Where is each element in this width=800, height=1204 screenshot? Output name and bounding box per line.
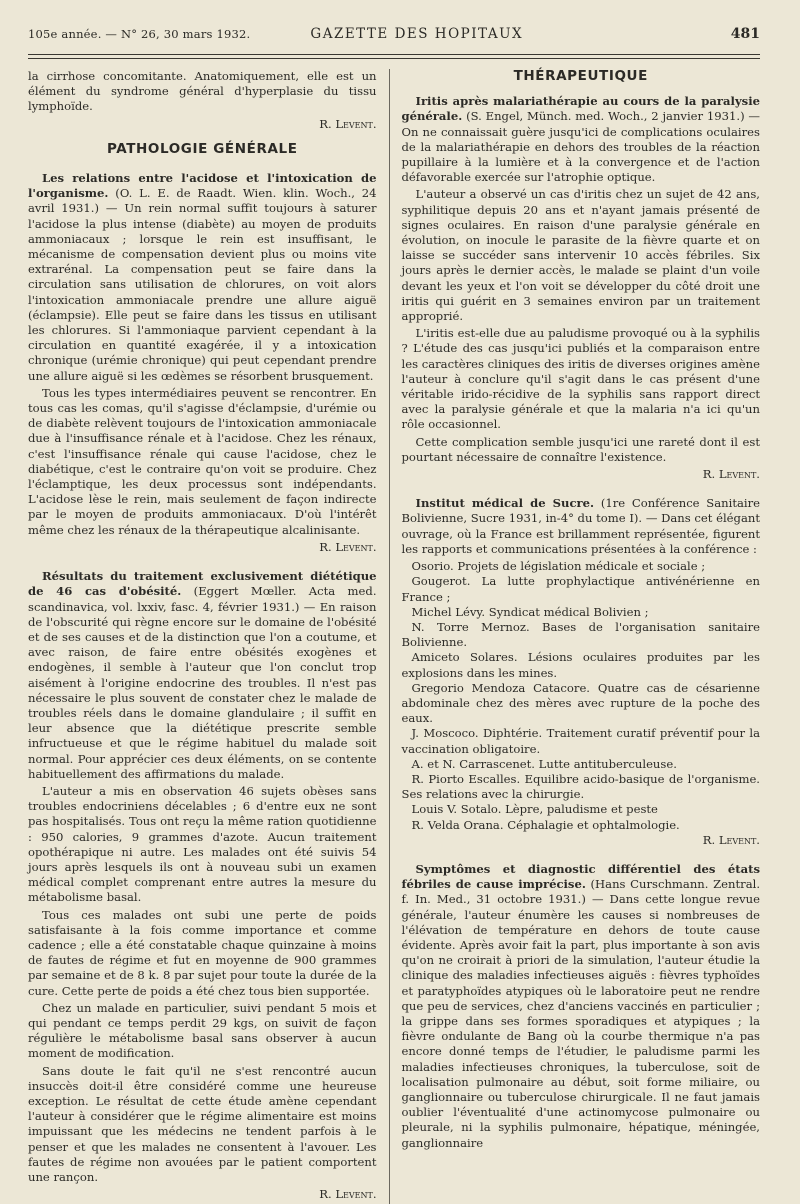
article-text: — En raison de l'obscurité qui règne encore sur le domaine de l'obésité et de ses causes et de la distinction que l'on a coutume, et avec raison, de faire entre obésités exogènes et endogènes, il semble à l'auteur que l'on conclut trop aisément à l'origine endocrine des troubles. Il n'est pas nécessaire le plus souvent de constater chez le malade de troubles réels dans le domaine glandulaire ; il suffit en leur absence que la diététique prescrite semble infructueuse et que le régime habituel du malade soit normal. Pour apprécier ces deux éléments, on se contente habituellement des affirmations du malade. [28, 599, 377, 781]
signature: R. Levent. [319, 539, 377, 554]
article-title: Iritis après malariathérapie au cours de la paralysie générale. [401, 94, 760, 124]
article-paragraph: Tous ces malades ont subi une perte de poids satisfaisante à la fois comme importance et comme cadence ; elle a été constatable chaque quinzaine à moins de fautes de régime et fut en moyenne de 900 grammes par semaine et de 8 k. 8 par sujet pour toute la durée de la cure. Cette perte de poids a été chez tous bien supportée. [28, 907, 377, 998]
intro-paragraph: la cirrhose concomitante. Anatomiquement, elle est un élément du syndrome général d'hyperplasie du tissu lymphoïde. [28, 69, 377, 114]
article-reference: (S. Engel, Münch. med. Woch., 2 janvier 1931.) [466, 109, 745, 124]
article-text: — On ne connaissait guère jusqu'ici de complications oculaires de la malariathérapie en dehors des troubles de la réaction pupillaire à la lumière et à la convergence et de l'action défavorable exercée sur l'atrophie optique. [401, 109, 761, 185]
article-reference: (1re Conférence Sanitaire Bolivienne, Sucre 1931, in-4° du tome I). [401, 496, 760, 526]
running-header [28, 26, 760, 50]
list-item: R. Piorto Escalles. Equilibre acido-basique de l'organisme. Ses relations avec la chirurgie. [401, 771, 760, 802]
list-item: R. Velda Orana. Céphalagie et ophtalmologie. [411, 817, 680, 832]
article-paragraph: Cette complication semble jusqu'ici une rareté dont il est pourtant nécessaire de connaître l'existence. [401, 434, 760, 464]
article-reference: (O. L. E. de Raadt. Wien. klin. Woch., 24 avril 1931.) [28, 186, 377, 216]
two-column-body [28, 69, 760, 1204]
article-reference: (Hans Curschmann. Zentral. f. In. Med., 31 octobre 1931.) [401, 877, 761, 907]
article-paragraph: L'auteur a mis en observation 46 sujets obèses sans troubles endocriniens décelables ; 6 d'entre eux ne sont pas hospitalisés. Tous ont reçu la même ration quotidienne : 950 calories, 9 grammes d'azote. Aucun traitement opothérapique ni autre. Les malades ont été suivis 54 jours après lesquels ils ont à nouveau subi un examen médical complet comprenant entre autres la mesure du métabolisme basal. [28, 783, 377, 905]
section-title-pathologie: PATHOLOGIE GÉNÉRALE [106, 140, 298, 157]
article-text: — Dans cet élégant ouvrage, où la France est brillamment représentée, figurent les rapports et communications présentées à la conférence : [401, 511, 761, 556]
article-etats-febriles [402, 862, 760, 1151]
article-text: — Dans cette longue revue générale, l'auteur énumère les causes si nombreuses de l'élévation de température en dehors de toute cause évidente. Après avoir fait la part, plus importante à son avis qu'on ne croirait à priori de la simulation, l'auteur étudie la clinique des maladies infectieuses aiguës : fièvres typhoïdes et paratyphoïdes atypiques où le laboratoire peut ne rendre que peu de services, chez d'anciens vaccinés en particulier ; la grippe dans ses formes sporadiques et atypiques ; la fièvre ondulante de Bang où la courbe thermique n'a pas encore donné temps de l'étudier, le paludisme parmi les maladies infectieuses chroniques, la tuberculose, soit de localisation pulmonaire au début, soit forme miliaire, ou ganglionnaire ou tuberculose chirurgicale. Il ne faut jamais oublier l'éventualité d'une actinomycose pulmonaire ou pleurale, ni la syphilis pulmonaire, hépatique, méningée, ganglionnaire [401, 892, 760, 1150]
list-item: Osorio. Projets de législation médicale et sociale ; [411, 559, 706, 574]
list-item: A. et N. Carrascenet. Lutte antituberculeuse. [411, 756, 677, 771]
article-paragraph: Sans doute le fait qu'il ne s'est rencontré aucun insuccès doit-il être considéré comme une heureuse exception. Le résultat de cette étude amène cependant l'auteur à considérer que le régime alimentaire est moins impuissant que les médecins ne tendent parfois à le penser et que les malades ne consentent à l'avouer. Les fautes de régime non avouées par le patient comportent une rançon. [28, 1063, 377, 1185]
signature: R. Levent. [319, 1187, 377, 1202]
left-column [28, 69, 389, 1204]
article-sucre [402, 496, 760, 848]
section-title-therapeutique: THÉRAPEUTIQUE [513, 68, 648, 84]
signature: R. Levent. [702, 467, 760, 482]
issue-info: 105e année. — N° 26, 30 mars 1932. [28, 27, 251, 41]
list-item: Louis V. Sotalo. Lèpre, paludisme et peste [411, 802, 658, 817]
journal-title: GAZETTE DES HOPITAUX [310, 26, 524, 42]
header-rule [28, 54, 760, 55]
list-item: Gregorio Mendoza Catacore. Quatre cas de césarienne abdominale chez des mères avec rupture de la poche des eaux. [401, 680, 760, 726]
signature: R. Levent. [319, 116, 377, 131]
article-title: Résultats du traitement exclusivement diététique de 46 cas d'obésité. [28, 569, 377, 599]
list-item: Michel Lévy. Syndicat médical Bolivien ; [411, 604, 649, 619]
list-item: J. Moscoco. Diphtérie. Traitement curatif préventif pour la vaccination obligatoire. [401, 726, 760, 756]
list-item: N. Torre Mernoz. Bases de l'organisation sanitaire Bolivienne. [401, 619, 760, 650]
header-rule-thin [28, 58, 760, 59]
list-item: Gougerot. La lutte prophylactique antivénérienne en France ; [401, 574, 760, 604]
article-title: Institut médical de Sucre. [415, 496, 595, 511]
article-paragraph: L'iritis est-elle due au paludisme provoqué ou à la syphilis ? L'étude des cas jusqu'ici publiés et la comparaison entre les caractères cliniques des iritis de diverses origines amène l'auteur à conclure qu'il s'agit dans le cas présent d'une véritable irido-récidive de la syphilis sans rapport direct avec la paralysie générale et que la malaria n'a ici qu'un rôle occasionnel. [401, 326, 760, 432]
article-paragraph: Tous les types intermédiaires peuvent se rencontrer. En tous cas les comas, qu'il s'agisse d'éclampsie, d'urémie ou de diabète relèvent toujours de l'intoxication ammoniacale due à l'insuffisance rénale et à l'acidose. Chez les rénaux, c'est l'insuffisance rénale qui cause l'acidose, chez le diabétique, c'est le contraire qu'on voit se produire. Chez l'éclamptique, les deux processus sont indépendants. L'acidose lèse le rein, mais seulement de façon indirecte par le moyen de produits ammoniacaux. D'où l'intérêt même chez les rénaux de la thérapeutique alcalinisante. [28, 385, 377, 537]
article-title: Symptômes et diagnostic différentiel des états fébriles de cause imprécise. [401, 861, 760, 892]
article-reference: (Eggert Mœller. Acta med. scandinavica, vol. lxxiv, fasc. 4, février 1931.) [28, 584, 377, 614]
page-number: 481 [730, 26, 760, 42]
article-text: — Un rein normal suffit toujours à saturer l'acidose la plus intense (diabète) au moyen de produits ammoniacaux ; lorsque le rein est insuffisant, le mécanisme de compensation devient plus ou moins vite extrarénal. La compensation peut se faire dans la circulation sans utilisation de chlorures, on voit alors l'intoxication ammoniacale prendre une allure aiguë (éclampsie). Elle peut se faire dans les tissus en utilisant les chlorures. Si l'ammoniaque parvient cependant à la circulation en quantité exagérée, il y a intoxication chronique (urémie chronique) qui peut cependant prendre une allure aiguë si les œdèmes se résorbent brusquement. [28, 201, 377, 383]
article-acidose [28, 171, 377, 555]
article-paragraph: Chez un malade en particulier, suivi pendant 5 mois et qui pendant ce temps perdit 29 kgs, on suivit de façon régulière le métabolisme basal sans observer à aucun moment de modification. [28, 1000, 377, 1061]
list-item: Amiceto Solares. Lésions oculaires produites par les explosions dans les mines. [401, 650, 760, 680]
article-iritis [402, 94, 760, 482]
article-title: Les relations entre l'acidose et l'intoxication de l'organisme. [28, 171, 377, 201]
right-column [389, 69, 760, 1204]
article-obesite [28, 569, 377, 1202]
signature: R. Levent. [702, 832, 760, 847]
article-paragraph: L'auteur a observé un cas d'iritis chez un sujet de 42 ans, syphilitique depuis 20 ans et n'ayant jamais présenté de signes oculaires. En raison d'une paralysie générale en évolution, on inocule le parasite de la fièvre quarte et on laisse se succéder sans intervenir 10 accès fébriles. Six jours après le dernier accès, le malade se plaint d'un voile devant les yeux et l'on voit se développer du côté droit une iritis qui guérit en 3 semaines environ par un traitement approprié. [401, 187, 760, 324]
communications-list [402, 559, 760, 833]
